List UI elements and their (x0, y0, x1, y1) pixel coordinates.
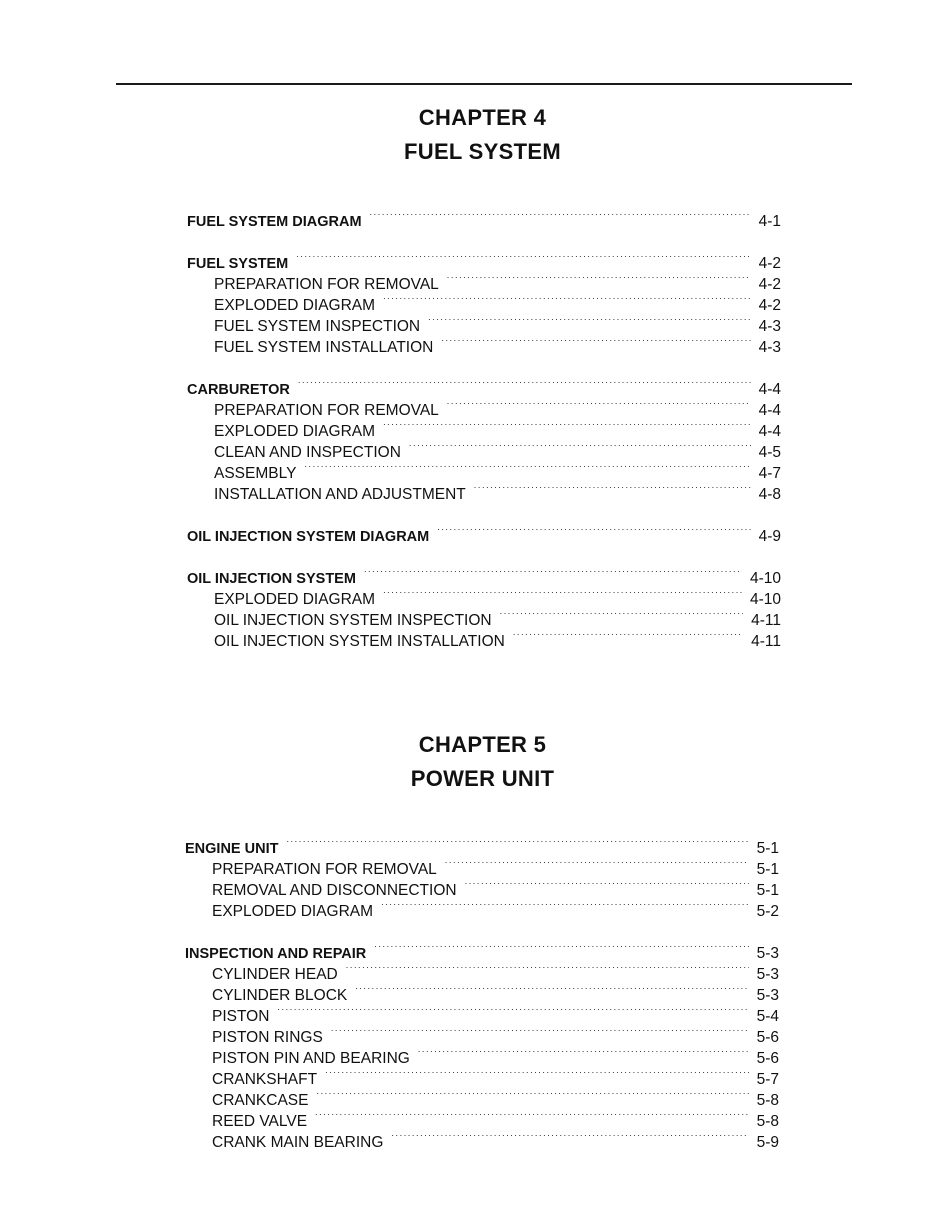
dot-leader (465, 874, 749, 895)
toc-entry[interactable] (187, 562, 781, 587)
chapter-title: FUEL SYSTEM (404, 139, 561, 164)
toc-group (185, 937, 779, 1151)
toc-entry-label: FUEL SYSTEM (187, 256, 289, 272)
toc-entry-label: PISTON RINGS (212, 1029, 323, 1046)
toc-entry-page: 5-3 (756, 945, 779, 962)
chapter-4-heading (0, 101, 935, 169)
chapter-5-toc (185, 832, 779, 1168)
toc-entry-page: 5-6 (756, 1029, 779, 1046)
dot-leader (286, 832, 748, 853)
chapter-number: CHAPTER 4 (418, 105, 547, 130)
toc-entry-label: CYLINDER HEAD (212, 966, 338, 983)
toc-entry[interactable] (185, 832, 779, 857)
toc-entry-page: 4-2 (758, 297, 781, 314)
chapter-5-heading (0, 728, 935, 796)
toc-entry-page: 4-2 (758, 255, 781, 272)
dot-leader (500, 604, 744, 625)
dot-leader (325, 1063, 749, 1084)
toc-entry-label: OIL INJECTION SYSTEM INSTALLATION (214, 633, 505, 650)
dot-leader (513, 625, 743, 646)
dot-leader (428, 310, 750, 331)
toc-group (187, 520, 781, 545)
toc-entry-page: 4-3 (758, 339, 781, 356)
toc-entry-label: INSTALLATION AND ADJUSTMENT (214, 486, 466, 503)
dot-leader (474, 478, 751, 499)
toc-entry-page: 5-7 (756, 1071, 779, 1088)
chapter-title: POWER UNIT (410, 766, 555, 791)
toc-group (185, 832, 779, 920)
dot-leader (277, 1000, 748, 1021)
toc-entry-page: 4-7 (758, 465, 781, 482)
toc-entry-page: 5-1 (756, 840, 779, 857)
dot-leader (370, 205, 751, 226)
toc-entry-page: 4-4 (758, 423, 781, 440)
toc-entry-label: EXPLODED DIAGRAM (214, 591, 376, 608)
toc-entry-label: EXPLODED DIAGRAM (212, 903, 374, 920)
toc-entry[interactable] (185, 937, 779, 962)
toc-entry-label: OIL INJECTION SYSTEM INSPECTION (214, 612, 492, 629)
toc-entry-label: CLEAN AND INSPECTION (214, 444, 401, 461)
toc-entry-label: EXPLODED DIAGRAM (214, 297, 376, 314)
toc-entry-label: PISTON (212, 1008, 270, 1025)
toc-entry-page: 4-2 (758, 276, 781, 293)
toc-entry-page: 4-3 (758, 318, 781, 335)
dot-leader (409, 436, 751, 457)
toc-entry-page: 4-11 (751, 633, 781, 650)
toc-entry-page: 5-2 (756, 903, 779, 920)
toc-entry[interactable] (187, 247, 781, 272)
toc-entry-label: OIL INJECTION SYSTEM DIAGRAM (187, 529, 430, 545)
dot-leader (298, 373, 751, 394)
toc-entry[interactable] (187, 205, 781, 230)
chapter-number: CHAPTER 5 (418, 732, 547, 757)
dot-leader (316, 1084, 748, 1105)
toc-entry-label: OIL INJECTION SYSTEM (187, 571, 356, 587)
dot-leader (447, 394, 751, 415)
dot-leader (355, 979, 748, 1000)
toc-entry-page: 5-8 (756, 1113, 779, 1130)
dot-leader (381, 895, 749, 916)
toc-entry-label: EXPLODED DIAGRAM (214, 423, 376, 440)
toc-entry-page: 5-4 (756, 1008, 779, 1025)
toc-entry-label: CRANKCASE (212, 1092, 309, 1109)
dot-leader (346, 958, 749, 979)
toc-entry-label: CYLINDER BLOCK (212, 987, 348, 1004)
toc-entry[interactable] (187, 520, 781, 545)
dot-leader (296, 247, 750, 268)
toc-entry-label: INSPECTION AND REPAIR (185, 946, 367, 962)
toc-entry-label: CARBURETOR (187, 382, 290, 398)
dot-leader (447, 268, 751, 289)
toc-entry-label: FUEL SYSTEM DIAGRAM (187, 214, 362, 230)
toc-entry-page: 4-1 (758, 213, 781, 230)
dot-leader (445, 853, 749, 874)
chapter-4-toc (187, 205, 781, 667)
toc-entry-label: FUEL SYSTEM INSTALLATION (214, 339, 434, 356)
dot-leader (315, 1105, 749, 1126)
toc-entry-page: 4-4 (758, 402, 781, 419)
dot-leader (331, 1021, 749, 1042)
header-rule (116, 83, 852, 85)
toc-entry-page: 5-3 (756, 987, 779, 1004)
dot-leader (418, 1042, 749, 1063)
toc-entry-page: 5-6 (756, 1050, 779, 1067)
toc-entry[interactable] (187, 373, 781, 398)
dot-leader (383, 289, 751, 310)
dot-leader (437, 520, 750, 541)
toc-entry-page: 5-8 (756, 1092, 779, 1109)
dot-leader (391, 1126, 748, 1147)
toc-entry-page: 4-11 (751, 612, 781, 629)
toc-group (187, 562, 781, 650)
toc-entry-label: CRANKSHAFT (212, 1071, 318, 1088)
toc-entry-label: PISTON PIN AND BEARING (212, 1050, 410, 1067)
toc-entry-label: REMOVAL AND DISCONNECTION (212, 882, 457, 899)
toc-entry-page: 4-4 (758, 381, 781, 398)
toc-group (187, 205, 781, 230)
toc-entry-label: PREPARATION FOR REMOVAL (214, 402, 439, 419)
toc-entry-page: 4-10 (749, 570, 781, 587)
toc-entry-page: 4-9 (758, 528, 781, 545)
dot-leader (304, 457, 750, 478)
toc-entry-label: CRANK MAIN BEARING (212, 1134, 384, 1151)
toc-entry-label: PREPARATION FOR REMOVAL (214, 276, 439, 293)
toc-entry-page: 4-8 (758, 486, 781, 503)
dot-leader (374, 937, 748, 958)
toc-group (187, 373, 781, 503)
dot-leader (364, 562, 742, 583)
toc-entry-label: ASSEMBLY (214, 465, 297, 482)
dot-leader (383, 415, 751, 436)
toc-entry-page: 5-1 (756, 882, 779, 899)
dot-leader (441, 331, 750, 352)
toc-entry-label: ENGINE UNIT (185, 841, 279, 857)
toc-entry-page: 5-3 (756, 966, 779, 983)
toc-group (187, 247, 781, 356)
toc-entry-page: 4-10 (749, 591, 781, 608)
toc-entry-page: 5-9 (756, 1134, 779, 1151)
toc-entry-page: 5-1 (756, 861, 779, 878)
toc-entry-label: FUEL SYSTEM INSPECTION (214, 318, 421, 335)
toc-entry-label: PREPARATION FOR REMOVAL (212, 861, 437, 878)
dot-leader (383, 583, 742, 604)
toc-entry-page: 4-5 (758, 444, 781, 461)
toc-entry-label: REED VALVE (212, 1113, 308, 1130)
